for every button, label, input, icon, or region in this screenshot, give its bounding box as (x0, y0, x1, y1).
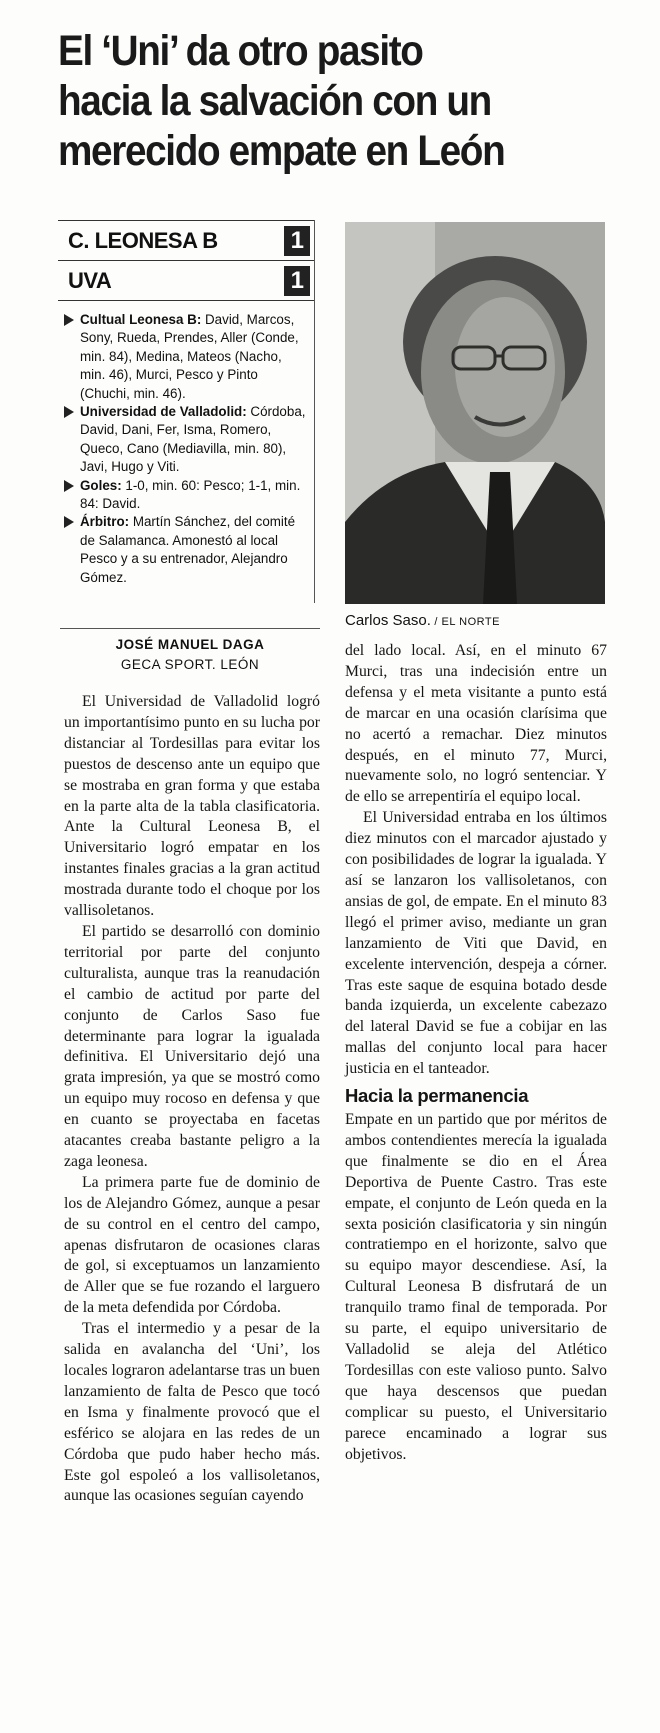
coach-photo (345, 222, 605, 604)
away-team-row (58, 261, 314, 301)
lineup-label: Cultual Leonesa B: (80, 312, 202, 327)
away-team-name: UVA (68, 267, 112, 293)
headline (58, 26, 562, 176)
bullet-arrow-icon (64, 406, 74, 418)
away-team-score: 1 (284, 266, 310, 296)
bullet-arrow-icon (64, 314, 74, 326)
article-column-2 (345, 641, 607, 1465)
home-team-row (58, 220, 314, 261)
headline-line-2: hacia la salvación con un (58, 77, 491, 125)
lineup-away (62, 403, 310, 477)
referee (62, 513, 310, 587)
match-scorebox (58, 220, 315, 603)
lineup-text: 1-0, min. 60: Pesco; 1-1, min. 84: David. (80, 477, 301, 512)
caption-name: Carlos Saso. (345, 612, 431, 629)
portrait-image (345, 222, 605, 604)
paragraph: El Universidad de Valladolid logró un importantísimo punto en su lucha por distanciar al Tordesillas para evitar los puestos de descenso ante un equipo que se mostraba en gran forma y que estaba en la parte alta de la tabla clasificatoria. Ante la Cultural Leonesa B, el Universitario logró empatar en los instantes finales gracias a la gran actitud mostrada durante todo el choque por los vallisoletanos. (64, 693, 320, 920)
lineup-label: Universidad de Valladolid: (80, 404, 247, 420)
lineup-label: Goles: (80, 477, 122, 493)
author-agency: GECA SPORT. LEÓN (120, 657, 260, 672)
lineup-text: Córdoba, David, Dani, Fer, Isma, Romero, Queco, Cano (Mediavilla, min. 80), Javi, Hugo y Viti. (80, 404, 306, 475)
photo-caption (345, 612, 625, 629)
author-name: JOSÉ MANUEL DAGA (115, 637, 265, 652)
lineup-home (62, 311, 310, 403)
goals (62, 477, 310, 514)
paragraph: La primera parte fue de dominio de los de Alejandro Gómez, aunque a pesar de su control en el centro del campo, apenas disfrutaron de ocasiones claras de gol, si exceptuamos un lanzamiento de Aller que se fue rozando el larguero de la meta defendida por Córdoba. (64, 1173, 320, 1317)
bullet-arrow-icon (64, 480, 74, 492)
home-team-name: C. LEONESA B (68, 227, 218, 253)
lineup-text: Martín Sánchez, del comité de Salamanca. Amonestó al local Pesco y a su entrenador, Alejandro Gómez. (80, 514, 296, 585)
paragraph: El partido se desarrolló con dominio territorial por parte del conjunto culturalista, aunque tras la reanudación el cambio de actitud por parte del conjunto de Carlos Saso fue determinante para lograr la igualada definitiva. El Universitario dejó una grata impresión, ya que se mostró como un equipo muy rocoso en defensa y que en cuanto se proyectaba en facetas atacantes creaba bastante peligro a la zaga leonesa. (64, 922, 320, 1170)
lineup-text: David, Marcos, Sony, Rueda, Prendes, Aller (Conde, min. 84), Medina, Mateos (Nacho, min. 46), Murci, Pesco y Pinto (Chuchi, min. 46). (80, 312, 299, 401)
article-column-1 (64, 692, 320, 1507)
byline (60, 628, 320, 675)
paragraph: Tras el intermedio y a pesar de la salida en avalancha del ‘Uni’, los locales lograron adelantarse tras un buen lanzamiento de falta de Pesco que tocó en Isma y finalmente provocó que el esférico se alojara en las redes de un Córdoba que pudo haber hecho más. Este gol espoleó a los vallisoletanos, aunque las ocasiones seguían cayendo (64, 1320, 320, 1505)
subheading: Hacia la permanencia (345, 1085, 529, 1107)
match-details (58, 301, 314, 587)
headline-line-3: merecido empate en León (58, 127, 505, 175)
paragraph: del lado local. Así, en el minuto 67 Murci, tras una indecisión entre un defensa y el meta visitante a punto está de marcar en una ocasión clarísima que no acertó a remachar. Diez minutos después, en el minuto 77, Murci, nuevamente solo, no logró sentenciar. Y de ello se arrepentiría el equipo local. (345, 642, 607, 806)
headline-line-1: El ‘Uni’ da otro pasito (58, 27, 423, 75)
paragraph: Empate en un partido que por méritos de ambos contendientes merecía la igualada que finalmente se dio en el Área Deportiva de Puente Castro. Tras este empate, el conjunto de León queda en la sexta posición clasificatoria y sin ningún contratiempo en el horizonte, salvo que su equipo mayor descendiese. Así, la Cultural Leonesa B disfrutará de un tranquilo tramo final de temporada. Por su parte, el equipo universitario de Valladolid se aleja del Atlético Tordesillas con este valioso punto. Salvo que haya descensos que puedan complicar su puesto, el Universitario parece encaminado a lograr sus objetivos. (345, 1111, 607, 1463)
photo-credit: / EL NORTE (430, 616, 500, 628)
lineup-label: Árbitro: (80, 514, 130, 530)
home-team-score: 1 (284, 226, 310, 256)
bullet-arrow-icon (64, 516, 74, 528)
paragraph: El Universidad entraba en los últimos diez minutos con el marcador ajustado y con posibilidades de lograr la igualada. Y así se lanzaron los vallisoletanos, con ansias de gol, de empate. En el minuto 83 llegó el primer aviso, mediante un gran lanzamiento de Viti que David, en excelente intervención, despeja a córner. Tras este saque de esquina botado desde banda izquierda, un excelente cabezazo del lateral David se fue a cobijar en las mallas del conjunto local para hacer justicia en el tanteador. (345, 809, 607, 1078)
